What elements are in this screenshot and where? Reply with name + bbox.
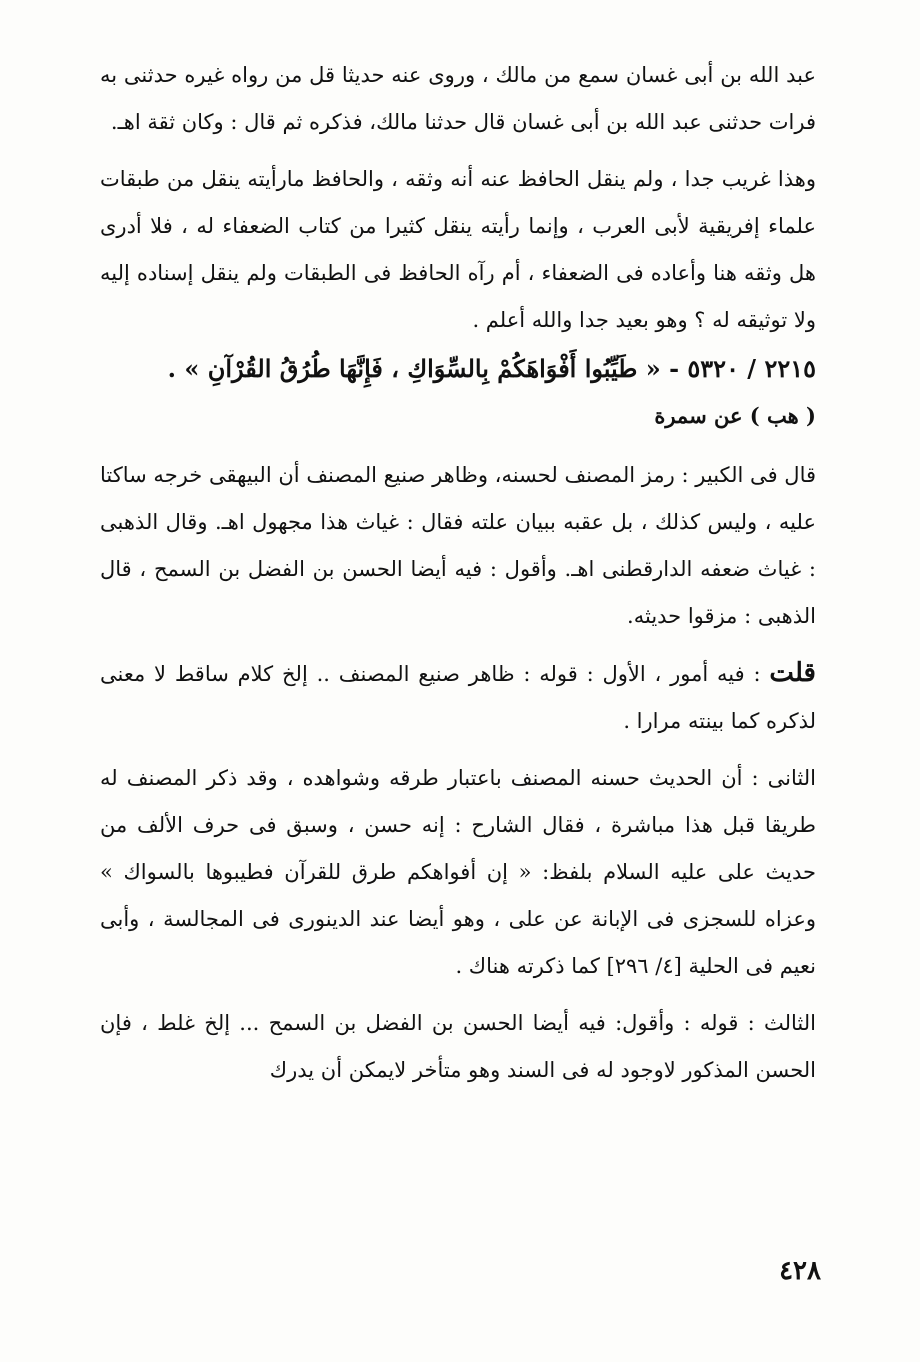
paragraph-narrator-note: عبد الله بن أبى غسان سمع من مالك ، وروى عنه حديثا قل من رواه غيره حدثنى به فرات حدثنى عبد الله بن أبى غسان قال حدثنا مالك، فذكره ثم قال : وكان ثقة اهـ. (100, 63, 816, 134)
page-body (100, 52, 816, 1094)
page-number: ٤٢٨ (779, 1256, 821, 1286)
hadith-source: ( هب ) عن سمرة (654, 403, 816, 428)
qult-label: قلت (769, 658, 816, 688)
response-text: : فيه أمور ، الأول : قوله : ظاهر صنيع المصنف .. إلخ كلام ساقط لا معنى لذكره كما بينته مرارا . (100, 662, 816, 733)
paragraph-third-point: الثالث : قوله : وأقول: فيه أيضا الحسن بن الفضل بن السمح ... إلخ غلط ، فإن الحسن المذكور لاوجود له فى السند وهو متأخر لايمكن أن يدرك (100, 1011, 816, 1082)
paragraph-response (100, 650, 816, 745)
hadith-text: ٢٢١٥ / ٥٣٢٠ - « طَيِّبُوا أَفْوَاهَكُمْ بِالسِّوَاكِ ، فَإِنَّهَا طُرُقُ القُرْآنِ » . (167, 354, 816, 383)
paragraph-commentary: وهذا غريب جدا ، ولم ينقل الحافظ عنه أنه وثقه ، والحافظ مارأيته ينقل من طبقات علماء إفريقية لأبى العرب ، وإنما رأيته ينقل كثيرا من كتاب الضعفاء له ، فلا أدرى هل وثقه هنا وأعاده فى الضعفاء ، أم رآه الحافظ فى الطبقات ولم ينقل إسناده إليه ولا توثيقه له ؟ وهو بعيد جدا والله أعلم . (100, 167, 817, 332)
paragraph-second-point: الثانى : أن الحديث حسنه المصنف باعتبار طرقه وشواهده ، وقد ذكر المصنف له طريقا قبل هذا مباشرة ، فقال الشارح : إنه حسن ، وسبق فى حرف الألف من حديث على عليه السلام بلفظ: « إن أفواهكم طرق للقرآن فطيبوها بالسواك » وعزاه للسجزى فى الإبانة عن على ، وهو أيضا عند الدينورى فى المجالسة ، وأبى نعيم فى الحلية [٤/ ٢٩٦] كما ذكرته هناك . (100, 766, 816, 978)
paragraph-kabir-quote: قال فى الكبير : رمز المصنف لحسنه، وظاهر صنيع المصنف أن البيهقى خرجه ساكتا عليه ، وليس كذلك ، بل عقبه ببيان علته فقال : غياث هذا مجهول اهـ. وقال الذهبى : غياث ضعفه الدارقطنى اهـ. وأقول : فيه أيضا الحسن بن الفضل بن السمح ، قال الذهبى : مزقوا حديثه. (100, 463, 817, 628)
